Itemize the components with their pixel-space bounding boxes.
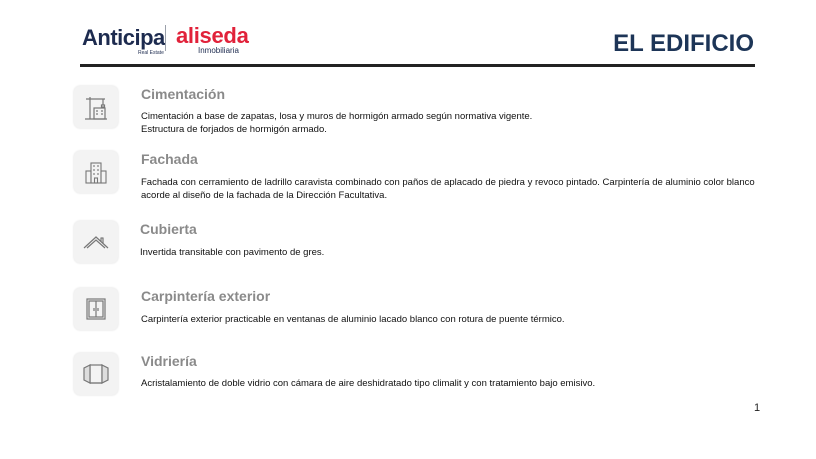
header-rule [80, 64, 755, 67]
aliseda-logo-text: aliseda [176, 23, 249, 48]
section-text-line: Estructura de forjados de hormigón armado. [141, 124, 327, 135]
aliseda-logo [176, 23, 249, 55]
section-text-line: Fachada con cerramiento de ladrillo caravista combinado con paños de aplacado de piedra y revoco pintado. Carpintería de aluminio color blanco acorde al diseño de la fachada de la Dirección Facultativa. [141, 177, 755, 201]
page-title: EL EDIFICIO [613, 30, 754, 57]
logo-divider [165, 25, 166, 51]
building-facade-icon [74, 151, 118, 193]
section-title: Cimentación [141, 86, 226, 102]
section-text-line: Acristalamiento de doble vidrio con cámara de aire deshidratado tipo climalit y con tratamiento bajo emisivo. [141, 378, 596, 389]
section-title: Vidriería [141, 353, 197, 369]
section-title: Carpintería exterior [141, 288, 271, 304]
section-title: Cubierta [140, 221, 197, 237]
anticipa-logo-text: Anticipa [82, 25, 165, 50]
aliseda-logo-subtext: Inmobiliaria [198, 46, 239, 55]
anticipa-logo [82, 25, 165, 56]
open-window-icon [74, 353, 118, 395]
page-number: 1 [754, 402, 761, 414]
section-text-line: Cimentación a base de zapatas, losa y muros de hormigón armado según normativa vigente. [141, 111, 533, 122]
roof-icon [74, 221, 118, 263]
section-text-line: Invertida transitable con pavimento de gres. [140, 247, 325, 258]
section-text [141, 313, 771, 326]
window-frame-icon [74, 288, 118, 330]
section-text [141, 176, 771, 202]
section-text [140, 246, 770, 259]
section-text [141, 110, 771, 136]
section-text [141, 377, 771, 390]
building-crane-icon [74, 86, 118, 128]
section-text-line: Carpintería exterior practicable en ventanas de aluminio lacado blanco con rotura de puente térmico. [141, 314, 565, 325]
section-title: Fachada [141, 151, 198, 167]
anticipa-logo-subtext: Real Estate [138, 50, 164, 56]
